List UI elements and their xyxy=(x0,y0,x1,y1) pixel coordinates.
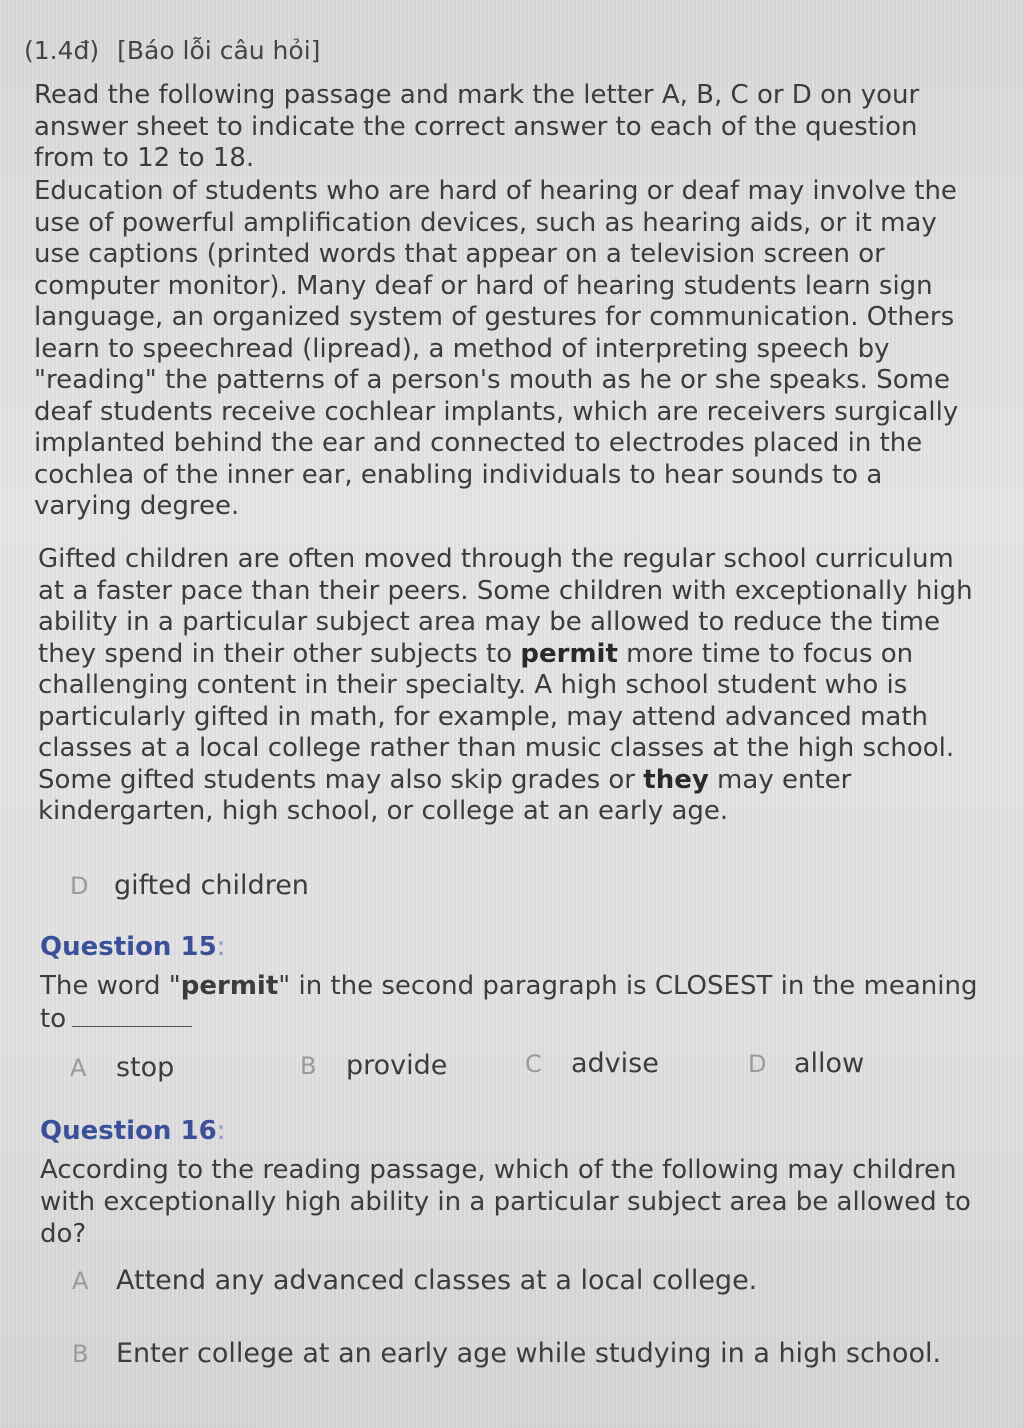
answer-blank xyxy=(72,1002,192,1027)
question-16-text: According to the reading passage, which of the following may children with exceptionally high ability in a particular subject area be allowed to do? xyxy=(40,1155,971,1249)
question-16-title: Question 16: xyxy=(40,1116,226,1146)
question-15-title: Question 15: xyxy=(40,932,226,962)
q16-option-a[interactable]: A Attend any advanced classes at a local college. xyxy=(72,1265,758,1296)
q15-option-a[interactable]: A stop xyxy=(70,1052,175,1083)
question-15-text: The word "permit" in the second paragraph is CLOSEST in the meaning to xyxy=(40,971,978,1034)
p2-text-2: more time to focus on challenging content in their specialty. A high school student who is particularly gifted in math, for example, may attend advanced math classes at a local college rather than music classes at the high school. Some gifted students may also skip grades or xyxy=(38,638,955,795)
q16-option-b[interactable]: B Enter college at an early age while studying in a high school. xyxy=(72,1338,942,1369)
p2-bold-they: they xyxy=(643,764,709,795)
points-label: (1.4đ) xyxy=(24,36,100,65)
p2-text-3: may enter kindergarten, high school, or college at an early age. xyxy=(38,764,852,826)
q15-option-d[interactable]: D allow xyxy=(748,1048,865,1079)
option-letter: D xyxy=(70,872,89,900)
p2-bold-permit: permit xyxy=(520,638,618,669)
passage-paragraph-1: Education of students who are hard of hearing or deaf may involve the use of powerful amplification devices, such as hearing aids, or it may use captions (printed words that appear on a television screen or computer monitor). Many deaf or hard of hearing students learn sign language, an organized system of gestures for communication. Others learn to speechread (lipread), a method of interpreting speech by "reading" the patterns of a person's mouth as he or she speaks. Some deaf students receive cochlear implants, which are receivers surgically implanted behind the ear and connected to electrodes placed in the cochlea of the inner ear, enabling individuals to hear sounds to a varying degree. xyxy=(34,176,959,521)
instruction-text: Read the following passage and mark the letter A, B, C or D on your answer sheet to indicate the correct answer to each of the question from to 12 to 18. xyxy=(34,80,920,173)
p2-text-1: Gifted children are often moved through the regular school curriculum at a faster pace than their peers. Some children with exceptionally high ability in a particular subject area may be allowed to reduce the time they spend in their other subjects to xyxy=(38,544,973,669)
question-header xyxy=(24,36,320,65)
prev-question-option-d[interactable] xyxy=(70,870,309,901)
option-text: gifted children xyxy=(114,870,309,901)
report-error-link[interactable]: [Báo lỗi câu hỏi] xyxy=(117,36,321,65)
q15-option-b[interactable]: B provide xyxy=(300,1050,448,1081)
q15-option-c[interactable]: C advise xyxy=(525,1048,659,1079)
passage-paragraph-2 xyxy=(38,544,988,828)
